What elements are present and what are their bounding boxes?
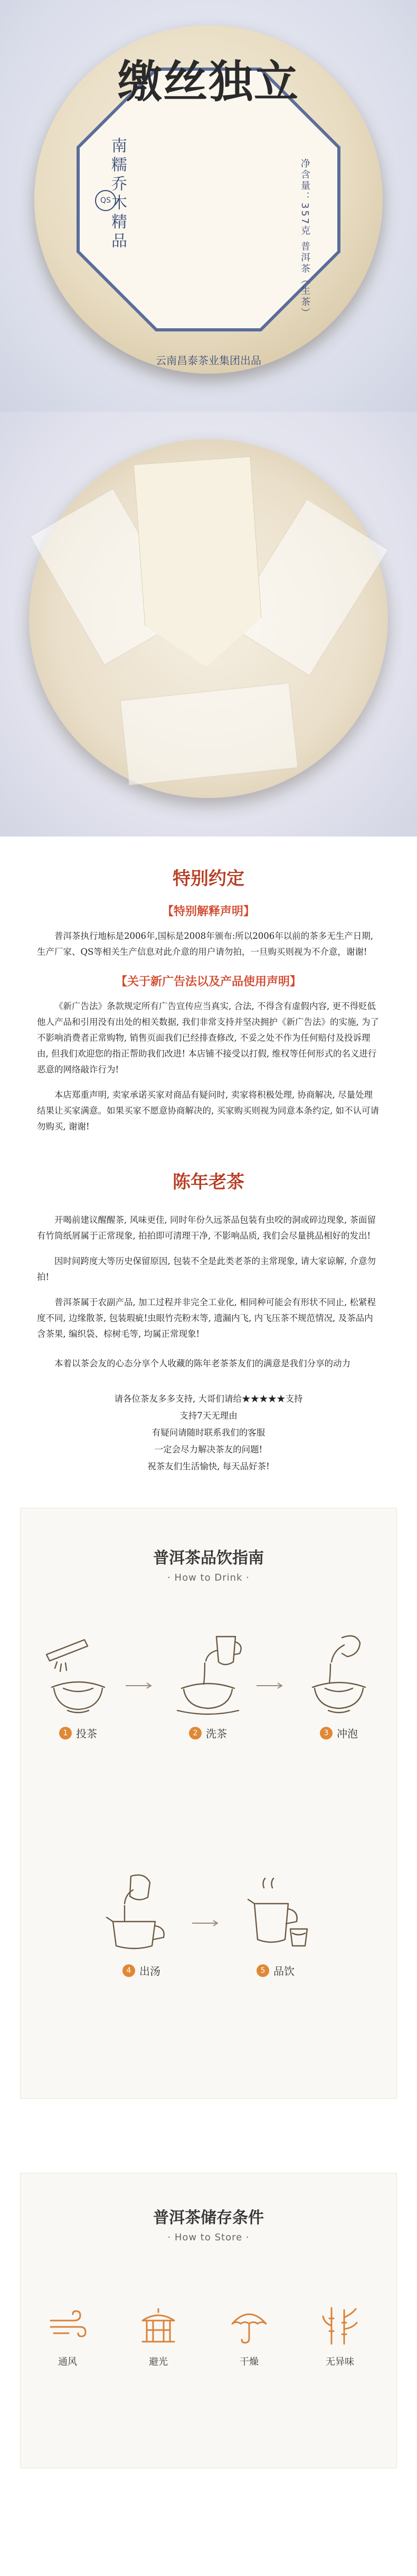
step-name: 投茶 [76, 1727, 97, 1740]
drink-guide-panel [20, 1508, 397, 2099]
drink-guide-subtitle: · How to Drink · [167, 1572, 250, 1583]
step-taste [228, 1867, 323, 1978]
step-number: 1 [59, 1727, 72, 1739]
ad-law-heading: 【关于新广告法以及产品使用声明】 [115, 975, 301, 988]
step-number: 3 [320, 1727, 333, 1739]
brew-icon [297, 1629, 381, 1719]
wrapper-fold [120, 683, 298, 786]
vertical-product-name: 南糯乔木精品 [108, 137, 127, 251]
special-statement-heading: 【特别解释声明】 [162, 905, 255, 918]
pavilion-icon [137, 2305, 179, 2347]
ad-law-text: 《新广告法》条款规定所有广告宣传应当真实, 合法, 不得含有虚假内容, 更不得贬低他人产品和引用没有出处的相关数据, 我们非常支持并坚决拥护《新广告法》的实施, 为了不影响消费者正常购物, 销售页面我们已经排查修改, 不妥之处不作为任何赔付及投诉理由, 但我们欢迎您的指正帮助我们改进! 本店铺不接受以打假, 维权等任何形式的名义进行恶意的网络敲诈行为! [37, 1001, 379, 1075]
closing-line: 支持7天无理由 [179, 1411, 238, 1421]
store-guide-subtitle: · How to Store · [167, 2232, 250, 2243]
step-wash-tea [160, 1629, 255, 1741]
umbrella-icon [228, 2305, 270, 2347]
closing-line: 祝茶友们生活愉快, 每天品好茶! [147, 1461, 270, 1471]
factory-name: 云南昌泰茶业集团出品 [156, 354, 261, 367]
step-label [320, 1725, 358, 1741]
aged-tea-text-1: 开喝前建议醒醒茶, 风味更佳, 同时年份久远茶品包装有虫咬的洞或碎边现象, 茶面留有竹筒纸屑属于正常现象, 拍拍即可清理干净, 不影响品质, 我们会尽量挑品相好的发出! [37, 1215, 376, 1241]
step-name: 冲泡 [337, 1727, 358, 1740]
aged-tea-text-3: 普洱茶属于农副产品, 加工过程并非完全工业化, 相同种可能会有形状不同止, 松紧程度不同, 边缘散茶, 包装瑕疵!虫眼竹壳粉末等, 遗漏内飞, 内飞压茶不规范情况, 及茶品内含茶果, 编织袋、棕树毛等, 均属正常现象! [37, 1297, 376, 1339]
wash-tea-icon [166, 1629, 250, 1719]
store-item-shade [127, 2305, 190, 2368]
closing-lines [37, 1391, 380, 1475]
step-number: 5 [257, 1964, 269, 1977]
store-item-label: 干燥 [240, 2356, 259, 2368]
step-add-tea [31, 1629, 126, 1741]
aged-tea-text-4: 本着以茶会友的心态分享个人收藏的陈年老茶茶友们的满意是我们分享的动力 [54, 1358, 350, 1368]
step-label [257, 1963, 295, 1978]
qs-logo-icon: QS [95, 190, 116, 211]
product-photo-front [0, 0, 417, 412]
store-item-dry [217, 2305, 281, 2368]
tea-cake-back [29, 439, 388, 798]
drink-guide-header [20, 1545, 397, 1583]
step-name: 出汤 [139, 1965, 160, 1978]
store-item-no-odor [308, 2305, 372, 2368]
calligraphy-title: 缴丝独立 [117, 55, 300, 108]
tea-cups-icon [233, 1867, 318, 1956]
closing-line: 有疑问请随时联系我们的客服 [151, 1428, 266, 1438]
step-name: 品饮 [273, 1965, 295, 1978]
arrow-right-icon [126, 1682, 154, 1689]
closing-line: 请各位茶友多多支持, 大哥们请给★★★★★支持 [114, 1394, 303, 1404]
notice-title: 特别约定 [173, 868, 244, 889]
aged-tea-text-2: 因时间跨度大等历史保留原因, 包装不全是此类老茶的主常现象, 请大家谅解, 介意勿拍! [37, 1256, 376, 1282]
step-number: 4 [122, 1964, 135, 1977]
drink-guide-title: 普洱茶品饮指南 [153, 1549, 264, 1567]
step-label [189, 1725, 227, 1741]
step-label [122, 1963, 160, 1978]
notice-section [0, 837, 417, 1135]
closing-line: 一定会尽力解决茶友的问题! [154, 1444, 263, 1455]
step-label [59, 1725, 97, 1741]
add-tea-icon [36, 1629, 120, 1719]
store-item-ventilation [36, 2305, 99, 2368]
aged-tea-title: 陈年老茶 [173, 1172, 244, 1193]
drink-guide-background [20, 1508, 397, 2099]
special-statement-text: 普洱茶执行地标是2006年,国标是2008年颁布:所以2006年以前的茶多无生产日期, 生产厂家、QS等相关生产信息对此介意的用户请勿拍，一旦购买则视为不介意，谢谢! [37, 931, 374, 957]
step-pour-out [94, 1867, 189, 1978]
arrow-right-icon [257, 1682, 285, 1689]
bamboo-icon [319, 2305, 361, 2347]
step-brew [291, 1629, 386, 1741]
aged-tea-section [0, 1144, 417, 1475]
store-guide-title: 普洱茶储存条件 [153, 2209, 264, 2227]
vertical-spec: 净含量：357克 普洱茶（生茶） [299, 158, 310, 319]
store-item-label: 无异味 [326, 2356, 354, 2368]
store-statement-text: 本店郑重声明, 卖家承诺买家对商品有疑问时, 卖家将积极处理, 协商解决, 尽量处理结果让买家满意。如果买家不愿意协商解决的, 买家购买则视为同意本条约定, 如不认可请勿购买, 谢谢! [37, 1090, 379, 1132]
store-guide-panel [20, 2173, 397, 2468]
wind-icon [46, 2305, 89, 2347]
store-item-label: 通风 [58, 2356, 77, 2368]
store-item-label: 避光 [149, 2356, 168, 2368]
arrow-right-icon [192, 1919, 221, 1927]
inner-ticket-card [134, 457, 265, 671]
store-guide-header [20, 2204, 397, 2243]
step-name: 洗茶 [206, 1727, 227, 1740]
step-number: 2 [189, 1727, 202, 1739]
product-photo-back [0, 412, 417, 837]
pour-out-icon [99, 1867, 184, 1956]
